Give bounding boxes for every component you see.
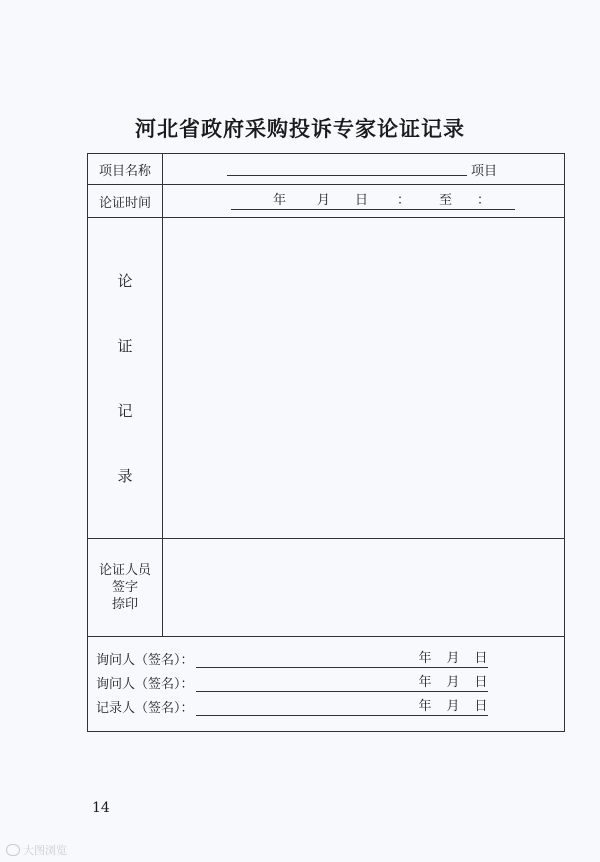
project-name-field[interactable] <box>163 154 565 185</box>
project-name-label: 项目名称 <box>88 154 163 185</box>
sig-year: 年 <box>418 699 432 714</box>
time-month: 月 <box>317 193 331 208</box>
sig-month: 月 <box>446 675 460 690</box>
project-name-underline <box>227 162 467 176</box>
signature-label: 询问人（签名）： <box>96 677 194 692</box>
time-label: 论证时间 <box>88 185 163 218</box>
time-day: 日 <box>355 193 369 208</box>
page-number: 14 <box>92 800 110 816</box>
project-suffix: 项目 <box>471 163 498 179</box>
record-label-char: 论 <box>117 271 133 290</box>
record-label <box>88 218 163 539</box>
watermark <box>6 842 67 858</box>
signature-underline <box>196 676 488 692</box>
page-title: 河北省政府采购投诉专家论证记录 <box>135 116 465 141</box>
sig-year: 年 <box>418 651 432 666</box>
signature-line-2[interactable] <box>88 668 564 692</box>
signature-label: 询问人（签名）： <box>96 653 194 668</box>
time-colon-1: ： <box>397 193 411 208</box>
signature-underline <box>196 652 488 668</box>
signature-line-1[interactable] <box>88 644 564 668</box>
sig-day: 日 <box>474 675 488 690</box>
sig-month: 月 <box>446 699 460 714</box>
signature-line-3[interactable] <box>88 692 564 716</box>
record-form-table <box>87 153 565 732</box>
time-underline <box>231 192 515 210</box>
time-colon-2: ： <box>477 193 491 208</box>
watermark-icon <box>6 844 20 856</box>
sig-day: 日 <box>474 651 488 666</box>
signers-label-line: 签字 <box>111 580 138 595</box>
watermark-text: 大图浏览 <box>23 844 67 857</box>
record-label-char: 录 <box>117 466 133 485</box>
signers-area[interactable] <box>163 539 565 637</box>
record-label-char: 记 <box>117 401 133 420</box>
time-to: 至 <box>439 193 453 208</box>
signature-underline <box>196 700 488 716</box>
sig-year: 年 <box>418 675 432 690</box>
time-year: 年 <box>273 193 287 208</box>
signature-label: 记录人（签名）： <box>96 701 194 716</box>
time-field[interactable] <box>163 185 565 218</box>
sig-month: 月 <box>446 651 460 666</box>
signature-section <box>88 637 565 732</box>
signers-label <box>88 539 163 637</box>
signers-label-line: 论证人员 <box>98 563 151 578</box>
record-label-char: 证 <box>117 336 133 355</box>
record-content-area[interactable] <box>163 218 565 539</box>
sig-day: 日 <box>474 699 488 714</box>
signers-label-line: 捺印 <box>111 597 138 612</box>
